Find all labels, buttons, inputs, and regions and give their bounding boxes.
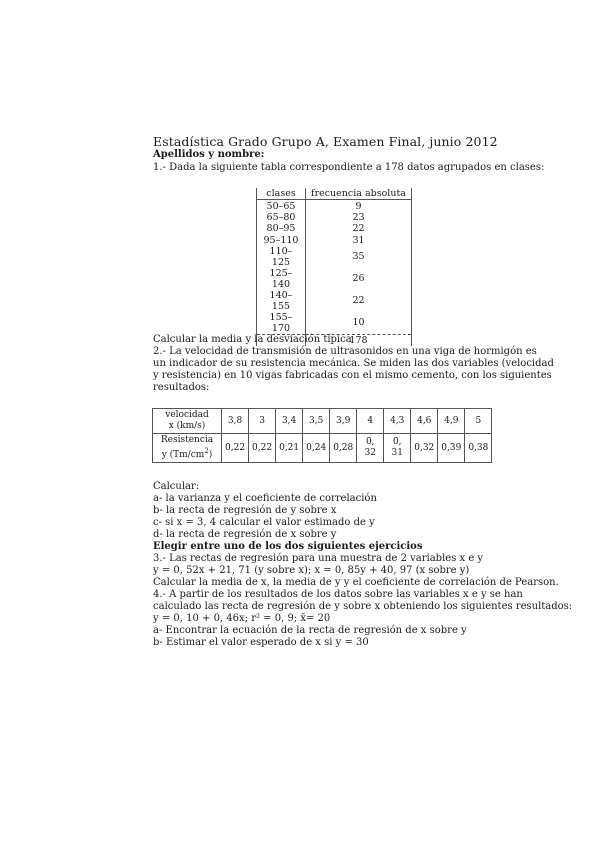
table-cell: 9 bbox=[306, 200, 412, 212]
table-row bbox=[257, 212, 412, 223]
table-cell: 0,24 bbox=[303, 434, 330, 463]
table-cell: 0,22 bbox=[222, 434, 249, 463]
table-cell: 4 bbox=[357, 409, 384, 434]
frequency-table bbox=[256, 188, 412, 346]
table-header: clases bbox=[257, 188, 306, 200]
table-cell: 4,9 bbox=[438, 409, 465, 434]
q4-line: 4.- A partir de los resultados de los datos sobre las variables x e y se han bbox=[153, 589, 523, 600]
table-cell: 22 bbox=[306, 223, 412, 234]
row-label: Resistencia y $(Tm/cm^2)$ bbox=[153, 434, 222, 463]
q2-item: a- la varianza y el coeficiente de correlación bbox=[153, 493, 377, 504]
table-cell: 0,21 bbox=[276, 434, 303, 463]
table-row bbox=[257, 235, 412, 246]
table-cell: 0,38 bbox=[465, 434, 492, 463]
table-cell: 80–95 bbox=[257, 223, 306, 234]
q2-line: resultados: bbox=[153, 382, 210, 393]
table-row bbox=[153, 409, 492, 434]
q4-line: b- Estimar el valor esperado de x si y = 30 bbox=[153, 637, 369, 648]
q1-task: Calcular la media y la desviación típica bbox=[153, 334, 352, 345]
calc-label: Calcular: bbox=[153, 481, 200, 492]
table-cell: 0, 32 bbox=[357, 434, 384, 463]
q4-line: calculado las recta de regresión de y sobre x obteniendo los siguientes resultados: bbox=[153, 601, 573, 612]
table-cell: 0, 31 bbox=[384, 434, 411, 463]
q2-item: d- la recta de regresión de x sobre y bbox=[153, 529, 337, 540]
exam-title: Estadística Grado Grupo A, Examen Final, junio 2012 bbox=[153, 134, 498, 149]
q2-line: un indicador de su resistencia mecánica. Se miden las dos variables (velocidad bbox=[153, 358, 554, 369]
name-label: Apellidos y nombre: bbox=[153, 149, 265, 160]
q4-line: y = 0, 10 + 0, 46x; r² = 0, 9; x̄= 20 bbox=[153, 613, 331, 624]
table-cell: 50–65 bbox=[257, 200, 306, 212]
q3-line: Calcular la media de x, la media de y y el coeficiente de correlación de Pearson. bbox=[153, 577, 559, 588]
table-cell: 140–155 bbox=[257, 290, 306, 312]
table-cell: 65–80 bbox=[257, 212, 306, 223]
table-row bbox=[153, 434, 492, 463]
table-row bbox=[257, 268, 412, 290]
q2-item: b- la recta de regresión de y sobre x bbox=[153, 505, 337, 516]
table-cell: 4,6 bbox=[411, 409, 438, 434]
choose-heading: Elegir entre uno de los dos siguientes ejercicios bbox=[153, 541, 423, 552]
velocity-resistance-table bbox=[152, 408, 492, 463]
table-total: 178 bbox=[306, 334, 412, 346]
table-cell: 0,32 bbox=[411, 434, 438, 463]
table-row bbox=[257, 223, 412, 234]
table-cell: 155–170 bbox=[257, 312, 306, 335]
table-cell: 0,28 bbox=[330, 434, 357, 463]
table-row bbox=[257, 290, 412, 312]
table-cell: 3 bbox=[249, 409, 276, 434]
table-cell: 26 bbox=[306, 268, 412, 290]
table-cell: 3,9 bbox=[330, 409, 357, 434]
table-cell: 110–125 bbox=[257, 246, 306, 268]
q3-line: y = 0, 52x + 21, 71 (y sobre x); x = 0, 85y + 40, 97 (x sobre y) bbox=[153, 565, 470, 576]
table-cell: 35 bbox=[306, 246, 412, 268]
table-cell: 3,8 bbox=[222, 409, 249, 434]
table-cell: 23 bbox=[306, 212, 412, 223]
row-label: velocidad x (km/s) bbox=[153, 409, 222, 434]
table-cell: 0,39 bbox=[438, 434, 465, 463]
table-cell: 0,22 bbox=[249, 434, 276, 463]
table-row bbox=[257, 246, 412, 268]
table-cell: 22 bbox=[306, 290, 412, 312]
table-cell: 31 bbox=[306, 235, 412, 246]
table-cell: 3,5 bbox=[303, 409, 330, 434]
q3-line: 3.- Las rectas de regresión para una muestra de 2 variables x e y bbox=[153, 553, 484, 564]
table-row bbox=[257, 312, 412, 335]
q1-prompt: 1.- Dada la siguiente tabla correspondiente a 178 datos agrupados en clases: bbox=[153, 162, 545, 173]
table-cell: 5 bbox=[465, 409, 492, 434]
table-cell: 10 bbox=[306, 312, 412, 335]
table-cell: 3,4 bbox=[276, 409, 303, 434]
q2-line: 2.- La velocidad de transmisión de ultrasonidos en una viga de hormigón es bbox=[153, 346, 537, 357]
q2-line: y resistencia) en 10 vigas fabricadas con el mismo cemento, con los siguientes bbox=[153, 370, 552, 381]
table-cell: 95–110 bbox=[257, 235, 306, 246]
table-cell: 125–140 bbox=[257, 268, 306, 290]
table-header: frecuencia absoluta bbox=[306, 188, 412, 200]
q2-item: c- si x = 3, 4 calcular el valor estimado de y bbox=[153, 517, 375, 528]
table-row bbox=[257, 200, 412, 212]
q4-line: a- Encontrar la ecuación de la recta de regresión de x sobre y bbox=[153, 625, 467, 636]
table-cell: 4,3 bbox=[384, 409, 411, 434]
